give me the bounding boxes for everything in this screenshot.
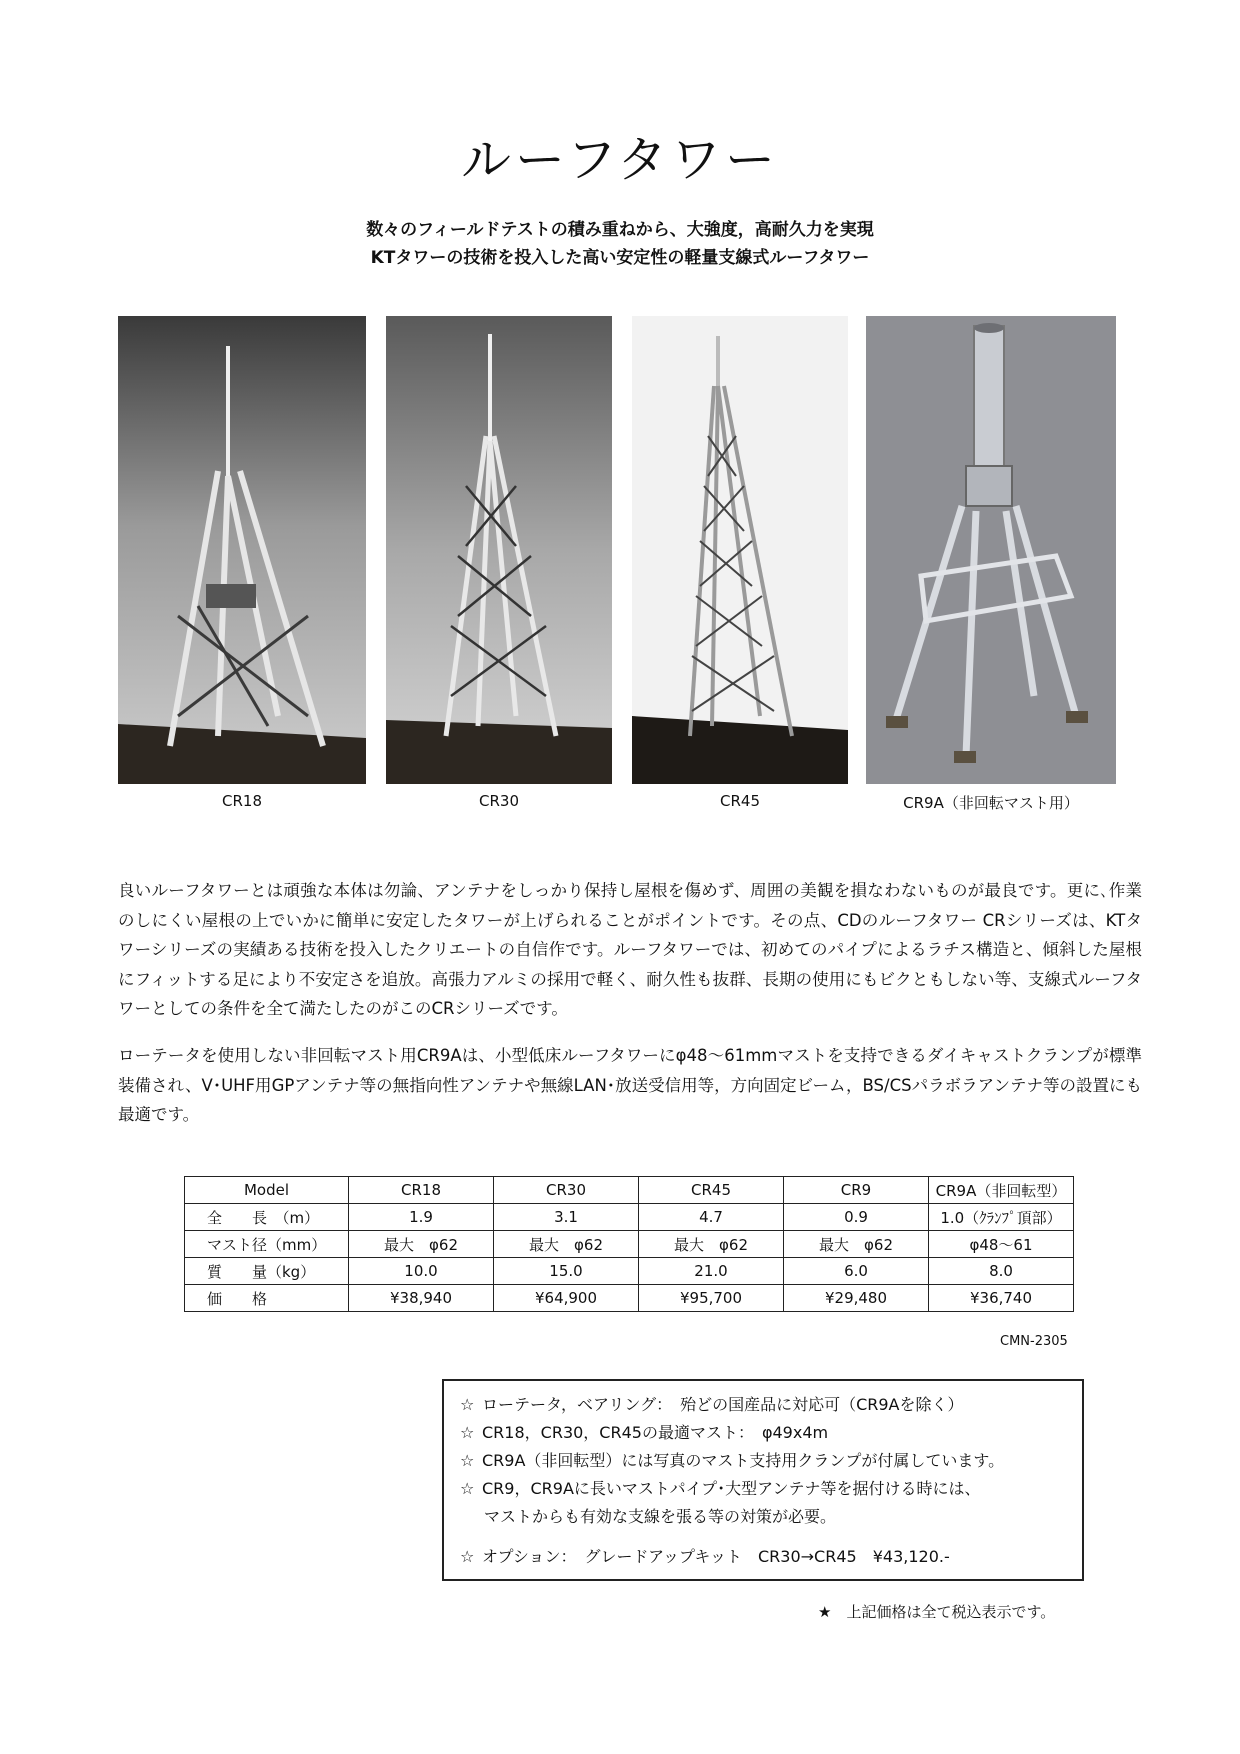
table-row-label: 全 長 （m） (185, 1204, 349, 1231)
note-item (460, 1543, 1066, 1571)
table-cell: 最大 φ62 (784, 1231, 929, 1258)
table-header-cell: CR9A（非回転型） (929, 1177, 1074, 1204)
tax-note-footer: ★ 上記価格は全て税込表示です。 (818, 1603, 1056, 1621)
table-cell: 最大 φ62 (349, 1231, 494, 1258)
star-outline-icon: ☆ (460, 1547, 475, 1566)
document-code: CMN-2305 (1000, 1334, 1068, 1349)
table-row-label: 価 格 (185, 1285, 349, 1312)
table-header-cell: CR30 (494, 1177, 639, 1204)
table-cell: 15.0 (494, 1258, 639, 1285)
star-outline-icon: ☆ (460, 1395, 475, 1414)
table-cell: ¥95,700 (639, 1285, 784, 1312)
table-cell: 3.1 (494, 1204, 639, 1231)
table-header-row (185, 1177, 1074, 1204)
spec-table (184, 1176, 1074, 1312)
table-header-cell: CR18 (349, 1177, 494, 1204)
note-item-continuation (460, 1503, 1066, 1531)
note-text: ローテータ，ベアリング： 殆どの国産品に対応可（CR9Aを除く） (482, 1395, 964, 1414)
table-cell: 最大 φ62 (494, 1231, 639, 1258)
note-item (460, 1475, 1066, 1503)
note-text: マストからも有効な支線を張る等の対策が必要。 (484, 1507, 837, 1526)
star-outline-icon: ☆ (460, 1423, 475, 1442)
table-cell: 0.9 (784, 1204, 929, 1231)
subtitle-line-2: KTタワーの技術を投入した高い安定性の軽量支線式ルーフタワー (370, 248, 870, 268)
photo-cr30 (386, 316, 612, 784)
table-cell: ¥64,900 (494, 1285, 639, 1312)
description-paragraph-1: 良いルーフタワーとは頑強な本体は勿論、アンテナをしっかり保持し屋根を傷めず、周囲の美観を損なわないものが最良です。更に､作業のしにくい屋根の上でいかに簡単に安定したタワーが上げられることがポイントです。その点、CDのルーフタワー CRシリーズは、KTタワーシリーズの実績ある技術を投入したクリエートの自信作です。ルーフタワーでは、初めてのパイプによるラチス構造と、傾斜した屋根にフィットする足により不安定さを追放。高張力アルミの採用で軽く、耐久性も抜群、長期の使用にもビクともしない等、支線式ルーフタワーとしての条件を全て満たしたのがこのCRシリーズです。 (118, 881, 1142, 1018)
table-header-cell: CR45 (639, 1177, 784, 1204)
table-row (185, 1258, 1074, 1285)
table-cell: ¥36,740 (929, 1285, 1074, 1312)
table-cell: 4.7 (639, 1204, 784, 1231)
table-cell: 最大 φ62 (639, 1231, 784, 1258)
table-row (185, 1285, 1074, 1312)
note-item (460, 1447, 1066, 1475)
photo-cr9a (866, 316, 1116, 784)
note-text: CR9A（非回転型）には写真のマスト支持用クランプが付属しています。 (482, 1451, 1005, 1470)
table-cell: 21.0 (639, 1258, 784, 1285)
table-cell: ¥29,480 (784, 1285, 929, 1312)
description-paragraph-2: ローテータを使用しない非回転マスト用CR9Aは、小型低床ルーフタワーにφ48～61mmマストを支持できるダイキャストクランプが標準装備され、V･UHF用GPアンテナ等の無指向性アンテナや無線LAN･放送受信用等，方向固定ビーム，BS/CSパラボラアンテナ等の設置にも最適です。 (118, 1046, 1142, 1124)
note-text: CR9，CR9Aに長いマストパイプ･大型アンテナ等を据付ける時には、 (482, 1479, 981, 1498)
photo-cr18 (118, 316, 366, 784)
photo-caption-cr18: CR18 (222, 792, 262, 810)
table-cell: 8.0 (929, 1258, 1074, 1285)
note-text: CR18，CR30，CR45の最適マスト： φ49x4m (482, 1423, 829, 1442)
table-header-cell: CR9 (784, 1177, 929, 1204)
note-text: オプション： グレードアップキット CR30→CR45 ¥43,120.- (482, 1547, 950, 1566)
page-title: ルーフタワー (461, 131, 779, 189)
photo-cr45 (632, 316, 848, 784)
table-cell: 1.0（ｸﾗﾝﾌﾟ頂部） (929, 1204, 1074, 1231)
star-outline-icon: ☆ (460, 1451, 475, 1470)
table-cell: 10.0 (349, 1258, 494, 1285)
photo-caption-cr30: CR30 (479, 792, 519, 810)
note-item (460, 1391, 1066, 1419)
table-cell: ¥38,940 (349, 1285, 494, 1312)
table-row-label: マスト径（mm） (185, 1231, 349, 1258)
notes-box (442, 1379, 1084, 1581)
note-spacer (460, 1531, 1066, 1543)
photo-caption-cr9a: CR9A（非回転マスト用） (903, 794, 1079, 812)
star-outline-icon: ☆ (460, 1479, 475, 1498)
table-cell: φ48～61 (929, 1231, 1074, 1258)
table-cell: 6.0 (784, 1258, 929, 1285)
table-header-cell: Model (185, 1177, 349, 1204)
note-item (460, 1419, 1066, 1447)
subtitle-line-1: 数々のフィールドテストの積み重ねから、大強度，高耐久力を実現 (366, 220, 874, 240)
table-row (185, 1231, 1074, 1258)
photo-caption-cr45: CR45 (720, 792, 760, 810)
table-cell: 1.9 (349, 1204, 494, 1231)
table-row-label: 質 量（kg） (185, 1258, 349, 1285)
table-row (185, 1204, 1074, 1231)
